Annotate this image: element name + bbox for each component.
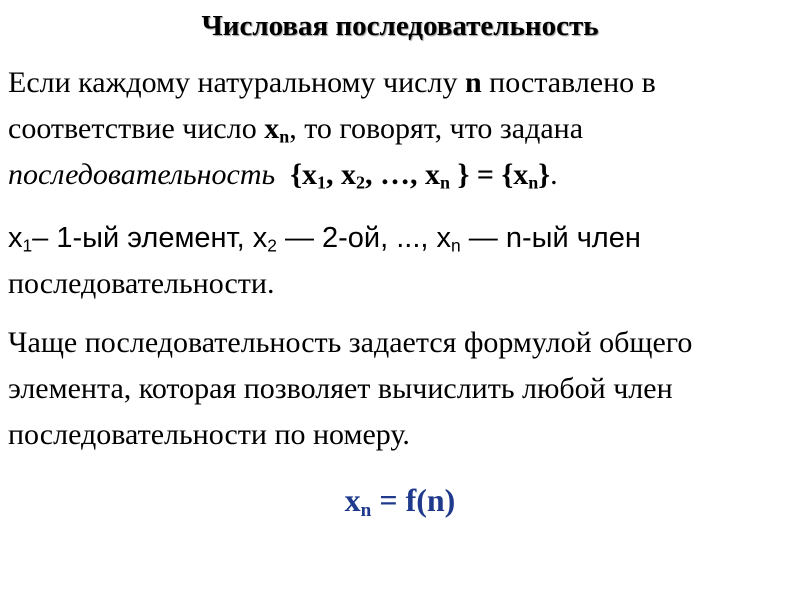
formula-x: x	[344, 482, 361, 518]
formula-rest: = f(n)	[371, 482, 456, 518]
var-x1: x	[8, 222, 23, 254]
subscript: 1	[22, 235, 33, 256]
text-fragment: последовательности.	[8, 267, 275, 300]
sequence-set-notation	[283, 158, 550, 191]
notation-part: , …, x	[365, 158, 441, 191]
text-fragment: Если каждому натуральному числу	[8, 66, 465, 99]
notation-part: }	[538, 158, 551, 191]
formula-subscript: n	[360, 499, 372, 521]
var-x: x	[264, 112, 280, 145]
text-fragment: — n-ый член	[460, 222, 641, 254]
var-n: n	[464, 66, 482, 99]
subscript: 2	[356, 172, 366, 193]
subscript-n: n	[279, 126, 290, 147]
text-fragment: .	[550, 158, 558, 191]
formula-explanation-paragraph: Чаще последовательность задается формулой общего элемента, которая позволяет вычислить любой член последовательности по номеру.	[8, 326, 693, 451]
notation-part: } = {x	[450, 158, 529, 191]
var-xn: x	[436, 222, 452, 254]
slide-title: Числовая последовательность	[201, 10, 599, 42]
text-fragment: поставлено в соответствие число	[8, 66, 656, 145]
text-fragment: , то говорят, что задана	[289, 112, 584, 145]
elements-paragraph	[8, 215, 792, 307]
text-fragment: – 1-ый элемент,	[32, 222, 253, 254]
term-sequence: последовательность	[8, 158, 276, 191]
notation-part: , x	[326, 158, 357, 191]
subscript: 2	[267, 235, 277, 256]
definition-paragraph	[8, 60, 792, 198]
general-term-formula	[0, 477, 800, 523]
text-fragment: — 2-ой, ...,	[276, 222, 437, 254]
var-xn	[264, 112, 289, 145]
subscript: 1	[317, 172, 327, 193]
var-x2: x	[252, 222, 268, 254]
subscript: n	[451, 235, 461, 256]
notation-part: {x	[290, 158, 318, 191]
subscript: n	[528, 172, 539, 193]
subscript: n	[440, 172, 451, 193]
